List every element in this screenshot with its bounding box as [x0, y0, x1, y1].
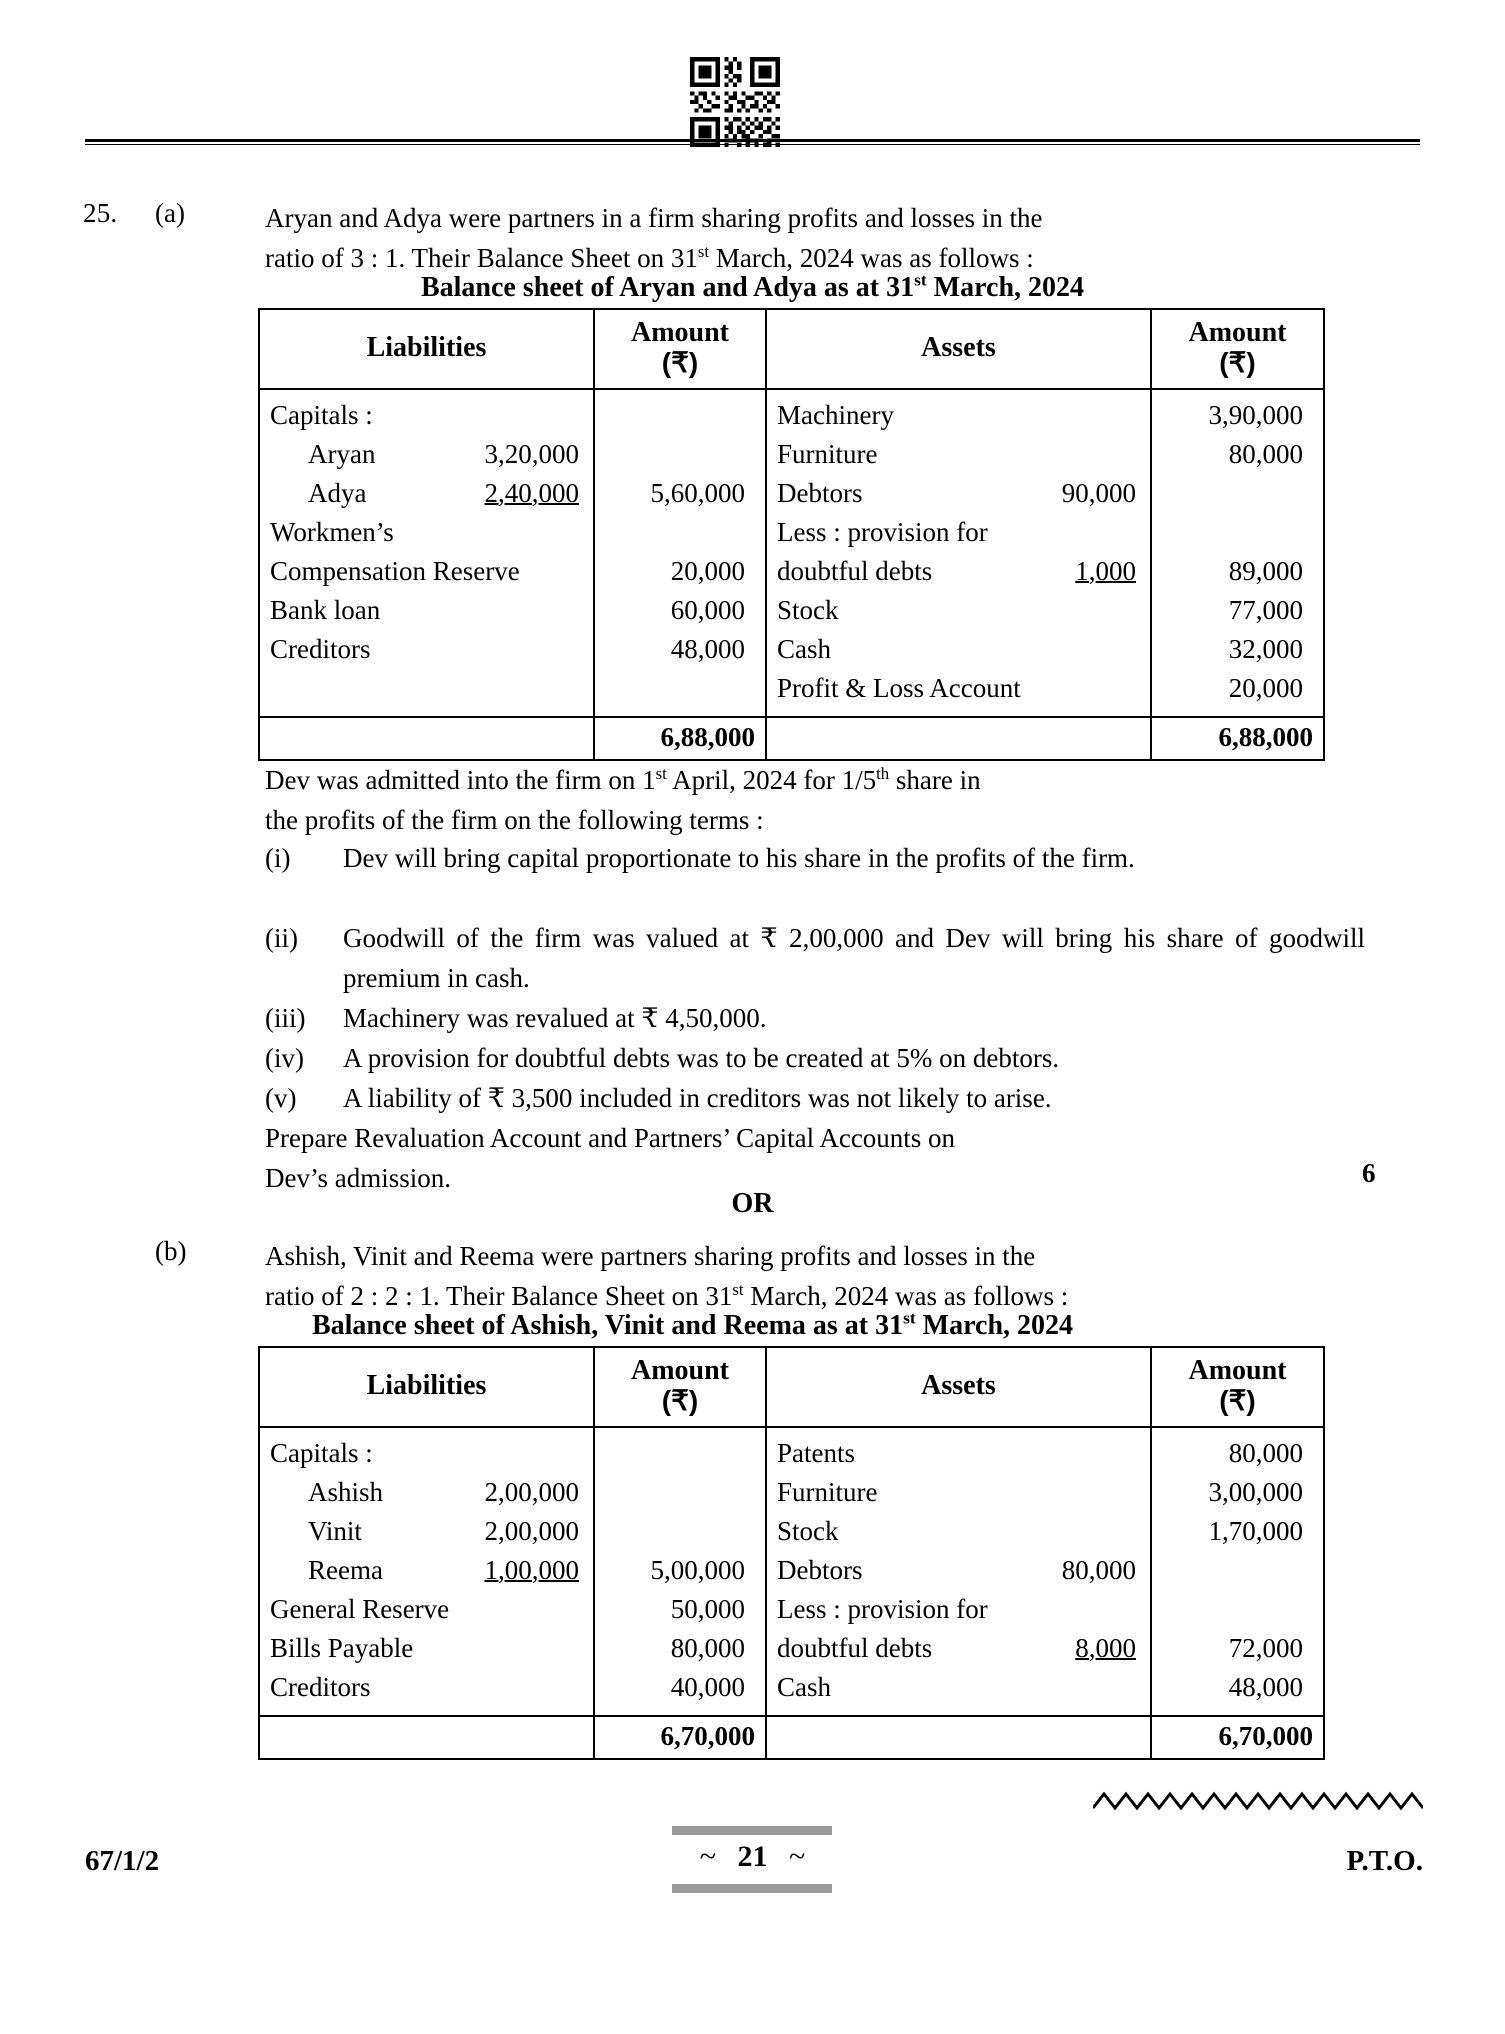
balance-sheet-table-a: [258, 308, 1325, 761]
part-a-closing: [265, 1118, 1365, 1198]
question-number: 25.: [83, 198, 118, 228]
liability-row: [270, 435, 583, 474]
table-a-total-spacer-left: [259, 717, 594, 760]
asset-row: [777, 1629, 1140, 1668]
asset-amount: 89,000: [1228, 556, 1303, 586]
table-b-col-assets: Assets: [766, 1347, 1151, 1427]
part-b-table-title: [0, 1310, 1445, 1342]
asset-label: doubtful debts: [777, 1633, 933, 1663]
amount-label: Amount: [1188, 317, 1287, 348]
rupee-symbol: (₹): [661, 1385, 699, 1416]
liability-label: [270, 669, 583, 708]
liability-sub-amount: 2,00,000: [484, 1516, 579, 1546]
part-a-intro-sup: st: [697, 242, 710, 261]
table-b-total-row: [259, 1716, 1324, 1759]
page-number-group: [0, 1840, 1505, 1874]
asset-label: Profit & Loss Account: [777, 673, 1021, 703]
table-b-liabilities-amount-cell: [594, 1427, 766, 1716]
page-number-bar-bottom: [672, 1884, 832, 1893]
asset-amount: 77,000: [1228, 595, 1303, 625]
asset-amount: 48,000: [1228, 1672, 1303, 1702]
asset-label: Furniture: [777, 1477, 878, 1507]
dev-line1-sup1: st: [655, 764, 667, 783]
header-divider: [85, 139, 1420, 145]
squiggle-decoration: [1093, 1788, 1423, 1814]
asset-label: Less : provision for: [777, 517, 988, 547]
liability-amount: 80,000: [670, 1633, 745, 1663]
asset-sub-amount: 8,000: [1075, 1633, 1136, 1663]
asset-amount: 1,70,000: [1208, 1516, 1303, 1546]
liability-label: Reema: [308, 1555, 383, 1585]
liability-label: Creditors: [270, 634, 371, 664]
asset-amount: [1162, 1590, 1313, 1629]
liability-amount: 60,000: [670, 595, 745, 625]
liability-amount: 50,000: [670, 1594, 745, 1624]
asset-amount: 32,000: [1228, 634, 1303, 664]
table-b-col-liabilities: Liabilities: [259, 1347, 594, 1427]
liability-amount: [605, 1512, 755, 1551]
liability-sub-amount: 1,00,000: [484, 1555, 579, 1585]
liability-label: Bills Payable: [270, 1633, 414, 1663]
marks-value-a: 6: [1362, 1158, 1376, 1188]
page-number: 21: [737, 1840, 768, 1873]
amount-label: Amount: [1188, 1355, 1287, 1386]
table-b-total-spacer-left: [259, 1716, 594, 1759]
tilde-right: ~: [789, 1840, 806, 1873]
term-item-ii: [265, 918, 1365, 998]
asset-amount: 80,000: [1228, 1438, 1303, 1468]
part-b-table-title-pre: Balance sheet of Ashish, Vinit and Reema as at 31: [311, 1310, 904, 1341]
table-a-total-liabilities: 6,88,000: [594, 717, 766, 760]
table-b-col-amount-left: [594, 1347, 766, 1427]
asset-row: [777, 474, 1140, 513]
term-item-iii: [265, 998, 1365, 1038]
table-a-assets-cell: [766, 389, 1151, 717]
term-marker: (v): [265, 1083, 297, 1113]
table-a-body-row: [259, 389, 1324, 717]
part-a-table-title-pre: Balance sheet of Aryan and Adya as at 31: [420, 272, 915, 303]
liability-label: Ashish: [308, 1477, 384, 1507]
table-a-col-amount-right: [1151, 309, 1324, 389]
table-b-total-liabilities: 6,70,000: [594, 1716, 766, 1759]
liability-amount: [605, 396, 755, 435]
term-text: A provision for doubtful debts was to be created at 5% on debtors.: [343, 1043, 1060, 1073]
liability-sub-amount: 2,40,000: [484, 478, 579, 508]
liability-amount: [605, 1473, 755, 1512]
table-b-assets-cell: [766, 1427, 1151, 1716]
part-a-intro-line1: Aryan and Adya were partners in a firm sharing profits and losses in the: [265, 203, 1043, 233]
part-b-intro-line2-post: March, 2024 was as follows :: [743, 1281, 1069, 1311]
table-b-total-spacer-right: [766, 1716, 1151, 1759]
asset-amount: 3,00,000: [1208, 1477, 1303, 1507]
asset-label: Debtors: [777, 1555, 863, 1585]
table-a-liabilities-cell: [259, 389, 594, 717]
asset-label: Less : provision for: [777, 1594, 988, 1624]
term-item-iv: [265, 1038, 1365, 1078]
asset-amount: [1162, 474, 1313, 513]
part-a-intro-line2-pre: ratio of 3 : 1. Their Balance Sheet on 31: [265, 243, 698, 273]
liability-label: General Reserve: [270, 1594, 450, 1624]
closing-line2: Dev’s admission.: [265, 1163, 451, 1193]
liability-amount: [605, 513, 755, 552]
part-b-intro-line2-pre: ratio of 2 : 2 : 1. Their Balance Sheet on 31: [265, 1281, 733, 1311]
asset-label: Debtors: [777, 478, 863, 508]
table-a-col-assets: Assets: [766, 309, 1151, 389]
asset-row: [777, 1551, 1140, 1590]
liability-amount: [605, 435, 755, 474]
asset-label: Furniture: [777, 439, 878, 469]
liability-label: Workmen’s: [270, 517, 394, 547]
asset-label: Stock: [777, 1516, 839, 1546]
liability-amount: [605, 669, 755, 708]
term-text: Goodwill of the firm was valued at ₹ 2,00,000 and Dev will bring his share of goodwill premium in cash.: [343, 923, 1365, 993]
table-b-liabilities-cell: [259, 1427, 594, 1716]
liability-amount: 5,60,000: [650, 478, 745, 508]
closing-line1: Prepare Revaluation Account and Partners’ Capital Accounts on: [265, 1123, 956, 1153]
asset-amount: 72,000: [1228, 1633, 1303, 1663]
asset-amount: 20,000: [1228, 673, 1303, 703]
table-b-header-row: [259, 1347, 1324, 1427]
asset-label: doubtful debts: [777, 556, 933, 586]
liability-label: Capitals :: [270, 400, 373, 430]
term-text: A liability of ₹ 3,500 included in creditors was not likely to arise.: [343, 1083, 1052, 1113]
term-marker: (ii): [265, 923, 298, 953]
option-b-label: (b): [155, 1236, 187, 1266]
asset-label: Cash: [777, 1672, 831, 1702]
pto-label: P.T.O.: [1346, 1845, 1423, 1877]
liability-sub-amount: 3,20,000: [484, 439, 579, 469]
part-b-table-title-post: March, 2024: [915, 1310, 1074, 1341]
table-a-header-row: [259, 309, 1324, 389]
part-a-intro-line2-post: March, 2024 was as follows :: [709, 243, 1034, 273]
table-a-liabilities-amount-cell: [594, 389, 766, 717]
asset-label: Machinery: [777, 400, 894, 430]
asset-amount: [1162, 1551, 1313, 1590]
page-number-bar-top: [672, 1826, 832, 1835]
liability-label: Creditors: [270, 1672, 371, 1702]
liability-row: [270, 1551, 583, 1590]
tilde-left: ~: [699, 1840, 716, 1873]
dev-line1-pre: Dev was admitted into the firm on 1: [265, 765, 656, 795]
table-b-assets-amount-cell: [1151, 1427, 1324, 1716]
term-item-i: [265, 838, 1365, 878]
option-a-label: (a): [155, 198, 185, 228]
part-a-table-title-post: March, 2024: [926, 272, 1085, 303]
liability-amount: 5,00,000: [650, 1555, 745, 1585]
liability-label: Capitals :: [270, 1438, 373, 1468]
term-marker: (iii): [265, 1003, 306, 1033]
term-marker: (iv): [265, 1043, 304, 1073]
asset-amount: [1162, 513, 1313, 552]
asset-label: Stock: [777, 595, 839, 625]
term-marker: (i): [265, 843, 291, 873]
liability-label: Compensation Reserve: [270, 556, 520, 586]
table-b-total-assets: 6,70,000: [1151, 1716, 1324, 1759]
asset-sub-amount: 90,000: [1061, 478, 1136, 508]
liability-row: [270, 1473, 583, 1512]
table-b-col-amount-right: [1151, 1347, 1324, 1427]
liability-amount: [605, 1434, 755, 1473]
asset-label: Patents: [777, 1438, 855, 1468]
term-text: Dev will bring capital proportionate to his share in the profits of the firm.: [343, 843, 1135, 873]
table-a-total-row: [259, 717, 1324, 760]
table-a-col-amount-left: [594, 309, 766, 389]
part-b-intro-line1: Ashish, Vinit and Reema were partners sharing profits and losses in the: [265, 1241, 1036, 1271]
part-a-table-title-sup: st: [914, 270, 927, 290]
liability-label: Bank loan: [270, 595, 381, 625]
rupee-symbol: (₹): [1219, 347, 1256, 378]
asset-sub-amount: 1,000: [1075, 556, 1136, 586]
asset-amount: 3,90,000: [1208, 400, 1303, 430]
or-separator: OR: [731, 1188, 774, 1219]
liability-row: [270, 474, 583, 513]
liability-row: [270, 1512, 583, 1551]
dev-line2: the profits of the firm on the following terms :: [265, 805, 764, 835]
table-a-total-assets: 6,88,000: [1151, 717, 1324, 760]
dev-admission-text: [265, 760, 1365, 840]
part-a-table-title: [0, 272, 1505, 304]
part-b-table-title-sup: st: [903, 1308, 916, 1328]
part-b-intro-sup: st: [732, 1280, 744, 1299]
liability-amount: 20,000: [670, 556, 745, 586]
paper-code: 67/1/2: [85, 1845, 160, 1877]
rupee-symbol: (₹): [1219, 1385, 1256, 1416]
balance-sheet-table-b: [258, 1346, 1325, 1760]
amount-label: Amount: [630, 317, 729, 348]
asset-sub-amount: 80,000: [1061, 1555, 1136, 1585]
dev-line1-sup2: th: [876, 764, 890, 783]
amount-label: Amount: [630, 1355, 729, 1386]
liability-label: Aryan: [308, 439, 376, 469]
table-b-body-row: [259, 1427, 1324, 1716]
dev-line1-post: share in: [889, 765, 981, 795]
asset-label: Cash: [777, 634, 831, 664]
liability-amount: 48,000: [670, 634, 745, 664]
part-b-intro: [265, 1236, 1365, 1316]
qr-code-icon: [690, 57, 780, 147]
liability-amount: 40,000: [670, 1672, 745, 1702]
term-text: Machinery was revalued at ₹ 4,50,000.: [343, 1003, 767, 1033]
liability-label: Adya: [308, 478, 367, 508]
table-a-total-spacer-right: [766, 717, 1151, 760]
table-a-assets-amount-cell: [1151, 389, 1324, 717]
term-item-v: [265, 1078, 1365, 1118]
part-a-intro: [265, 198, 1365, 278]
liability-sub-amount: 2,00,000: [484, 1477, 579, 1507]
table-a-col-liabilities: Liabilities: [259, 309, 594, 389]
asset-row: [777, 552, 1140, 591]
dev-line1-mid: April, 2024 for 1/5: [666, 765, 877, 795]
asset-amount: 80,000: [1228, 439, 1303, 469]
liability-label: Vinit: [308, 1516, 362, 1546]
rupee-symbol: (₹): [661, 347, 699, 378]
